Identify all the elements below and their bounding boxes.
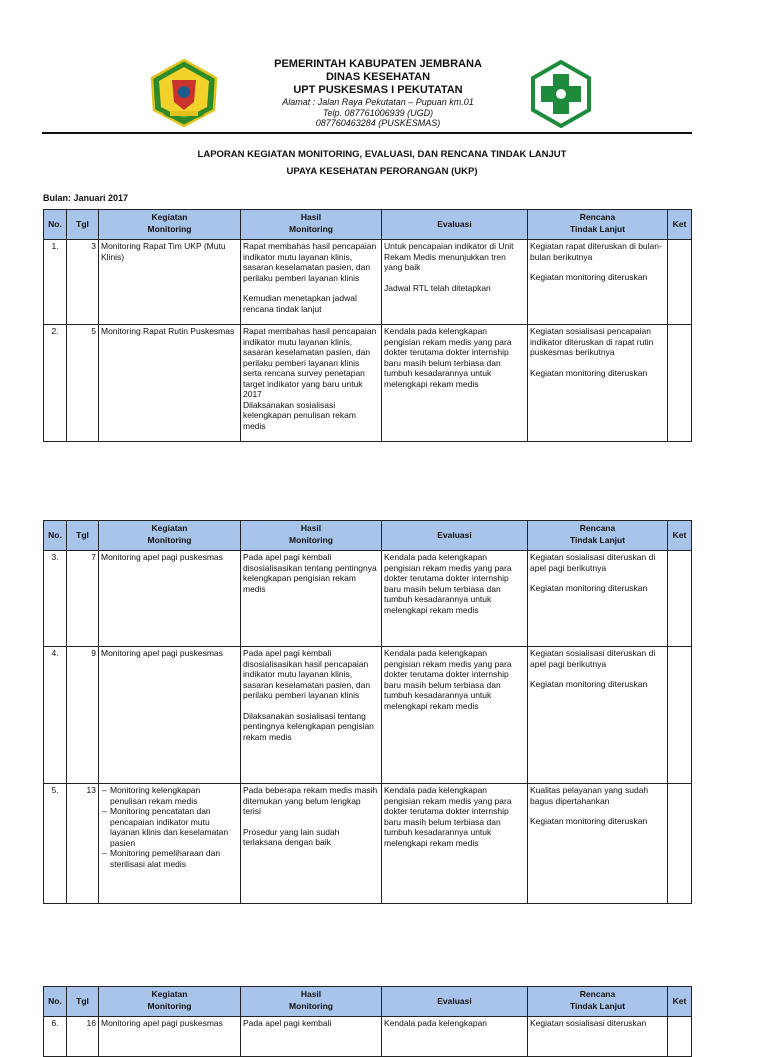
jembrana-regency-logo [148, 58, 220, 128]
table-header-row: No. Tgl Kegiatan Monitoring Hasil Monitoring Evaluasi Rencana Tindak Lanjut Ket [44, 521, 692, 551]
col-ket: Ket [668, 210, 692, 240]
table-row: 2. 5 Monitoring Rapat Rutin Puskesmas Rapat membahas hasil pencapaian indikator mutu layanan klinis, sasaran keselamatan pasien, dan perilaku pemberi layanan klinis serta rencana survey penetapan target indikator yang baru untuk 2017 Dilaksanakan sosialisasi kelengkapan penulisan rekam medis Kendala pada kelengkapan pengisian rekam medis yang para dokter terutama dokter internship baru masih belum terbiasa dan tumbuh kesadarannya untuk melengkapi rekam medis Kegiatan sosialisasi pencapaian indikator diteruskan di rapat rutin puskesmas berikutnya Kegiatan monitoring diteruskan [44, 325, 692, 442]
report-table-1 [43, 209, 692, 442]
col-kegiatan: Kegiatan Monitoring [99, 210, 241, 240]
col-rencana: Rencana Tindak Lanjut [528, 210, 668, 240]
table-header-row [44, 210, 692, 240]
table-row: 5. 13 – Monitoring kelengkapan penulisan rekam medis – Monitoring pencatatan dan pencapaian indikator mutu layanan klinis dan keselamatan pasien – Monitoring pemeliharaan dan sterilisasi alat medis Pada beberapa rekam medis masih ditemukan yang belum lengkap terisi Prosedur yang lain sudah terlaksana dengan baik Kendala pada kelengkapan pengisian rekam medis yang para dokter terutama dokter internship baru masih belum terbiasa dan tumbuh kesadarannya untuk melengkapi rekam medis Kualitas pelayanan yang sudah bagus dipertahankan Kegiatan monitoring diteruskan [44, 784, 692, 904]
list-item: – Monitoring kelengkapan penulisan rekam medis [110, 785, 238, 806]
list-item: – Monitoring pencatatan dan pencapaian indikator mutu layanan klinis dan keselamatan pasien [110, 806, 238, 848]
puskesmas-logo [529, 60, 593, 128]
report-table-3 [43, 986, 692, 1057]
list-item: – Monitoring pemeliharaan dan sterilisasi alat medis [110, 848, 238, 869]
col-tgl: Tgl [67, 210, 99, 240]
table-row: 3. 7 Monitoring apel pagi puskesmas Pada apel pagi kembali disosialisasikan tentang pentingnya kelengkapan pengisian rekam medis Kendala pada kelengkapan pengisian rekam medis yang para dokter terutama dokter internship baru masih belum terbiasa dan tumbuh kesadarannya untuk melengkapi rekam medis Kegiatan sosialisasi diteruskan di apel pagi berikutnya Kegiatan monitoring diteruskan [44, 551, 692, 647]
header-divider [42, 132, 692, 134]
report-month: Bulan: Januari 2017 [43, 193, 129, 203]
address: Alamat : Jalan Raya Pekutatan – Pupuan km.01 [282, 97, 474, 107]
agency-name: DINAS KESEHATAN [325, 71, 431, 83]
col-evaluasi: Evaluasi [382, 210, 528, 240]
table-row: 6. 16 Monitoring apel pagi puskesmas Pada apel pagi kembali Kendala pada kelengkapan Kegiatan sosialisasi diteruskan [44, 1017, 692, 1057]
table-row: 4. 9 Monitoring apel pagi puskesmas Pada apel pagi kembali disosialisasikan hasil pencapaian indikator mutu layanan klinis, sasaran keselamatan pasien, dan perilaku pemberi layanan klinis Dilaksanakan sosialisasi tentang pentingnya kelengkapan pengisian rekam medis Kendala pada kelengkapan pengisian rekam medis yang para dokter terutama dokter internship baru masih belum terbiasa dan tumbuh kesadarannya untuk melengkapi rekam medis Kegiatan sosialisasi diteruskan di apel pagi berikutnya Kegiatan monitoring diteruskan [44, 647, 692, 784]
table-header-row: No. Tgl Kegiatan Monitoring Hasil Monitoring Evaluasi Rencana Tindak Lanjut Ket [44, 987, 692, 1017]
phone-puskesmas: 087760463284 (PUSKESMAS) [315, 118, 441, 128]
col-no: No. [44, 210, 67, 240]
table-row: 1. 3 Monitoring Rapat Tim UKP (Mutu Klinis) Rapat membahas hasil pencapaian indikator mutu layanan klinis, sasaran keselamatan pasien, dan perilaku pemberi layanan klinis Kemudian menetapkan jadwal rencana tindak lanjut Untuk pencapaian indikator di Unit Rekam Medis menunjukkan tren yang baik Jadwal RTL telah ditetapkan Kegiatan rapat diteruskan di bulan-bulan berikutnya Kegiatan monitoring diteruskan [44, 240, 692, 325]
report-title: LAPORAN KEGIATAN MONITORING, EVALUASI, DAN RENCANA TINDAK LANJUT [197, 149, 567, 160]
government-name: PEMERINTAH KABUPATEN JEMBRANA [274, 58, 482, 70]
letterhead [220, 58, 536, 129]
report-table-2 [43, 520, 692, 904]
report-subtitle: UPAYA KESEHATAN PERORANGAN (UKP) [286, 166, 478, 177]
unit-name: UPT PUSKESMAS I PEKUTATAN [293, 84, 463, 96]
phone-ugd: Telp. 087761006939 (UGD) [322, 107, 434, 118]
col-hasil: Hasil Monitoring [241, 210, 382, 240]
kegiatan-list [101, 785, 238, 869]
